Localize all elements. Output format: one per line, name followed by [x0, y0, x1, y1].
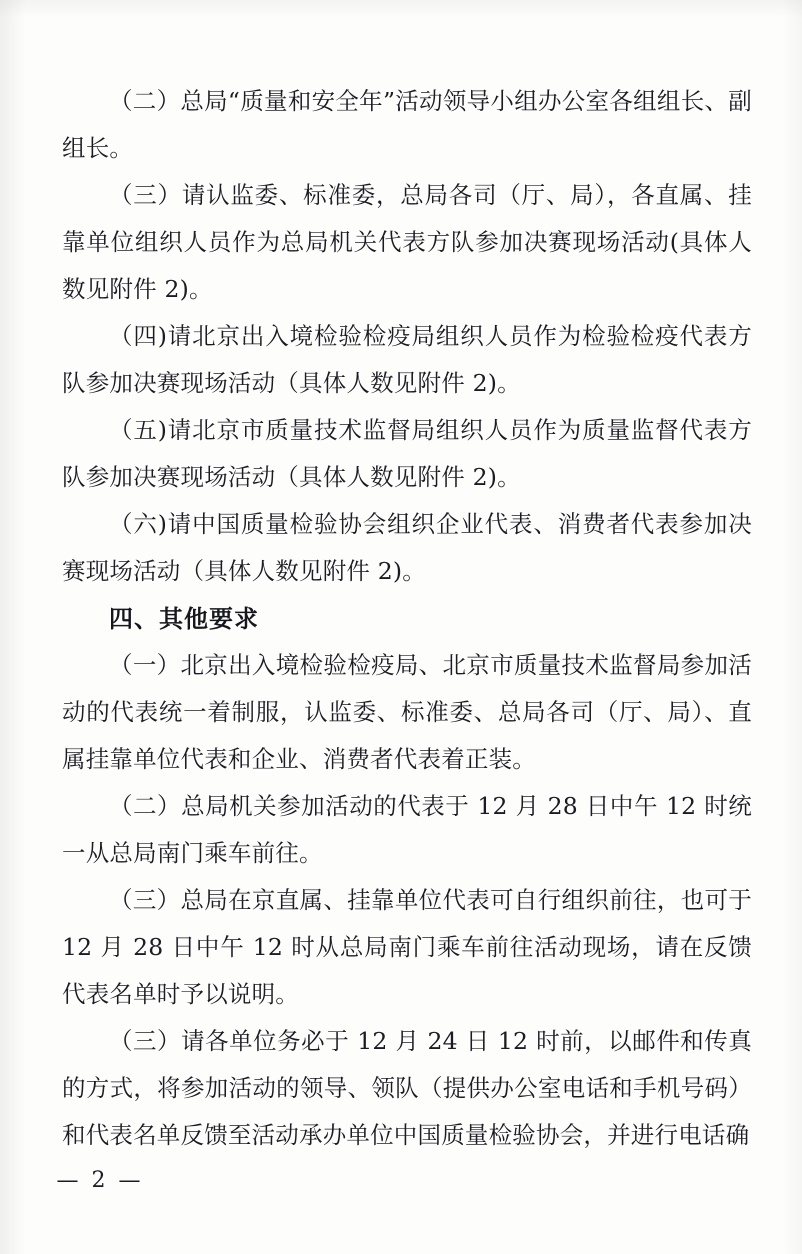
paragraph-item-4: （四)请北京出入境检验检疫局组织人员作为检验检疫代表方队参加决赛现场活动（具体人数见附件 2)。 — [62, 322, 752, 397]
paragraph-other-4: （三）请各单位务必于 12 月 24 日 12 时前，以邮件和传真的方式，将参加活动的领导、领队（提供办公室电话和手机号码）和代表名单反馈至活动承办单位中国质量检验协会，并进行电话确 — [62, 1027, 752, 1149]
scan-edge-shadow-top — [0, 0, 802, 18]
paragraph-item-2: （二）总局“质量和安全年”活动领导小组办公室各组组长、副组长。 — [62, 87, 752, 162]
paragraph-item-5: （五)请北京市质量技术监督局组织人员作为质量监督代表方队参加决赛现场活动（具体人数见附件 2)。 — [62, 416, 752, 491]
paragraph-other-2: （二）总局机关参加活动的代表于 12 月 28 日中午 12 时统一从总局南门乘车前往。 — [62, 792, 752, 867]
paragraph-other-3: （三）总局在京直属、挂靠单位代表可自行组织前往，也可于 12 月 28 日中午 12 时从总局南门乘车前往活动现场，请在反馈代表名单时予以说明。 — [62, 886, 752, 1008]
document-body — [62, 78, 752, 1159]
paragraph-item-3: （三）请认监委、标准委，总局各司（厅、局），各直属、挂靠单位组织人员作为总局机关代表方队参加决赛现场活动(具体人数见附件 2)。 — [62, 181, 752, 303]
paragraph-other-1: （一）北京出入境检验检疫局、北京市质量技术监督局参加活动的代表统一着制服，认监委、标准委、总局各司（厅、局）、直属挂靠单位代表和企业、消费者代表着正装。 — [62, 651, 752, 773]
section-heading-four: 四、其他要求 — [109, 604, 259, 633]
paragraph-item-6: （六)请中国质量检验协会组织企业代表、消费者代表参加决赛现场活动（具体人数见附件 2)。 — [62, 510, 752, 585]
scan-edge-shadow-right — [782, 0, 802, 1254]
page-number: — 2 — — [56, 1168, 144, 1193]
scan-edge-shadow-left — [0, 0, 26, 1254]
